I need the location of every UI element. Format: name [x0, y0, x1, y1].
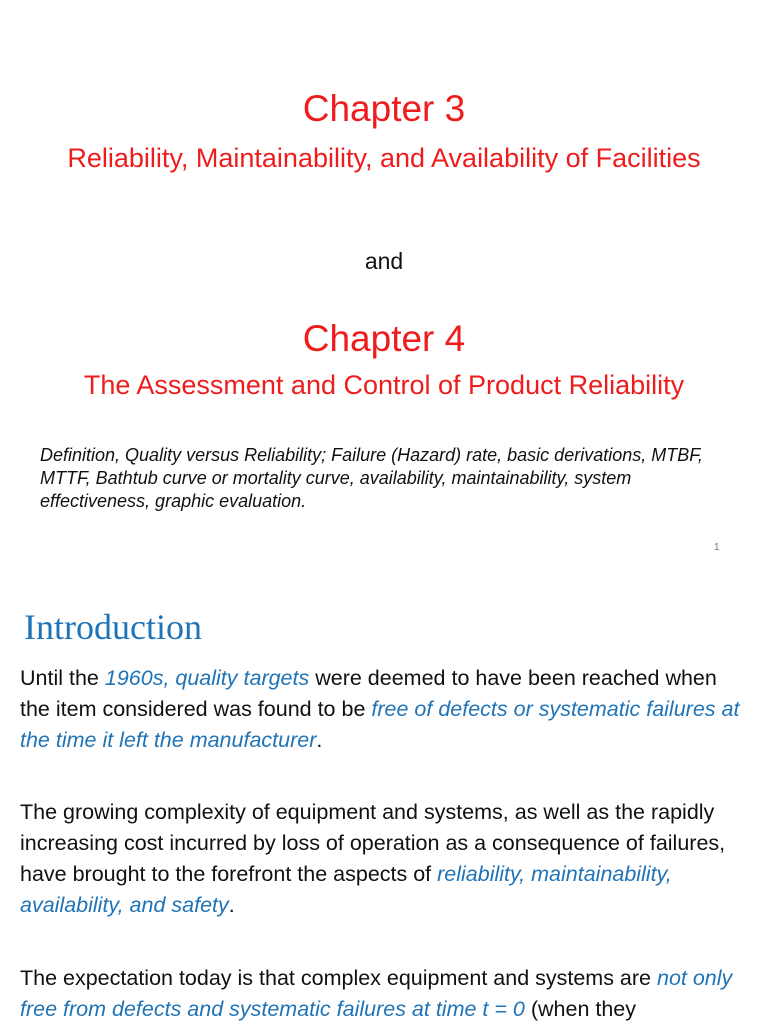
topics-summary: Definition, Quality versus Reliability; Failure (Hazard) rate, basic derivations, MTBF, MTTF, Bathtub curve or mortality curve, availability, maintainability, system effectiveness, graphic evaluation. [40, 445, 703, 511]
chapter-3-title: Chapter 3 [302, 88, 466, 129]
section-heading: Introduction [24, 607, 202, 647]
chapter-3-subtitle: Reliability, Maintainability, and Availability of Facilities [67, 143, 701, 173]
chapter-4-subtitle: The Assessment and Control of Product Reliability [83, 370, 685, 400]
p1-text-2: were deemed to have been reached when the item considered was found to be [20, 666, 717, 721]
p2-text-1: The growing complexity of equipment and systems, as well as the rapidly increasing cost incurred by loss of operation as a consequence of failures, have brought to the forefront the aspects of [20, 800, 726, 886]
paragraph-2 [20, 797, 750, 921]
introduction-slide [0, 582, 768, 1024]
p2-text-2: . [228, 893, 235, 917]
p2-highlight-1: reliability, maintainability, availability, and safety [20, 862, 672, 917]
p3-text-2: (when they [524, 997, 637, 1021]
page-number: 1 [714, 542, 720, 553]
chapter-4-title: Chapter 4 [302, 318, 466, 359]
p1-highlight-2: free of defects or systematic failures at the time it left the manufacturer [20, 697, 740, 752]
paragraph-3 [20, 963, 750, 1024]
connector-text: and [364, 248, 404, 274]
p1-text-1: Until the [20, 666, 105, 690]
p3-text-1: The expectation today is that complex equipment and systems are [20, 966, 657, 990]
p3-highlight-1: not only free from defects and systematic failures at time t = 0 [20, 966, 733, 1021]
p1-highlight-1: 1960s, quality targets [104, 666, 310, 690]
p1-text-3: . [316, 728, 323, 752]
paragraph-1 [20, 663, 750, 756]
